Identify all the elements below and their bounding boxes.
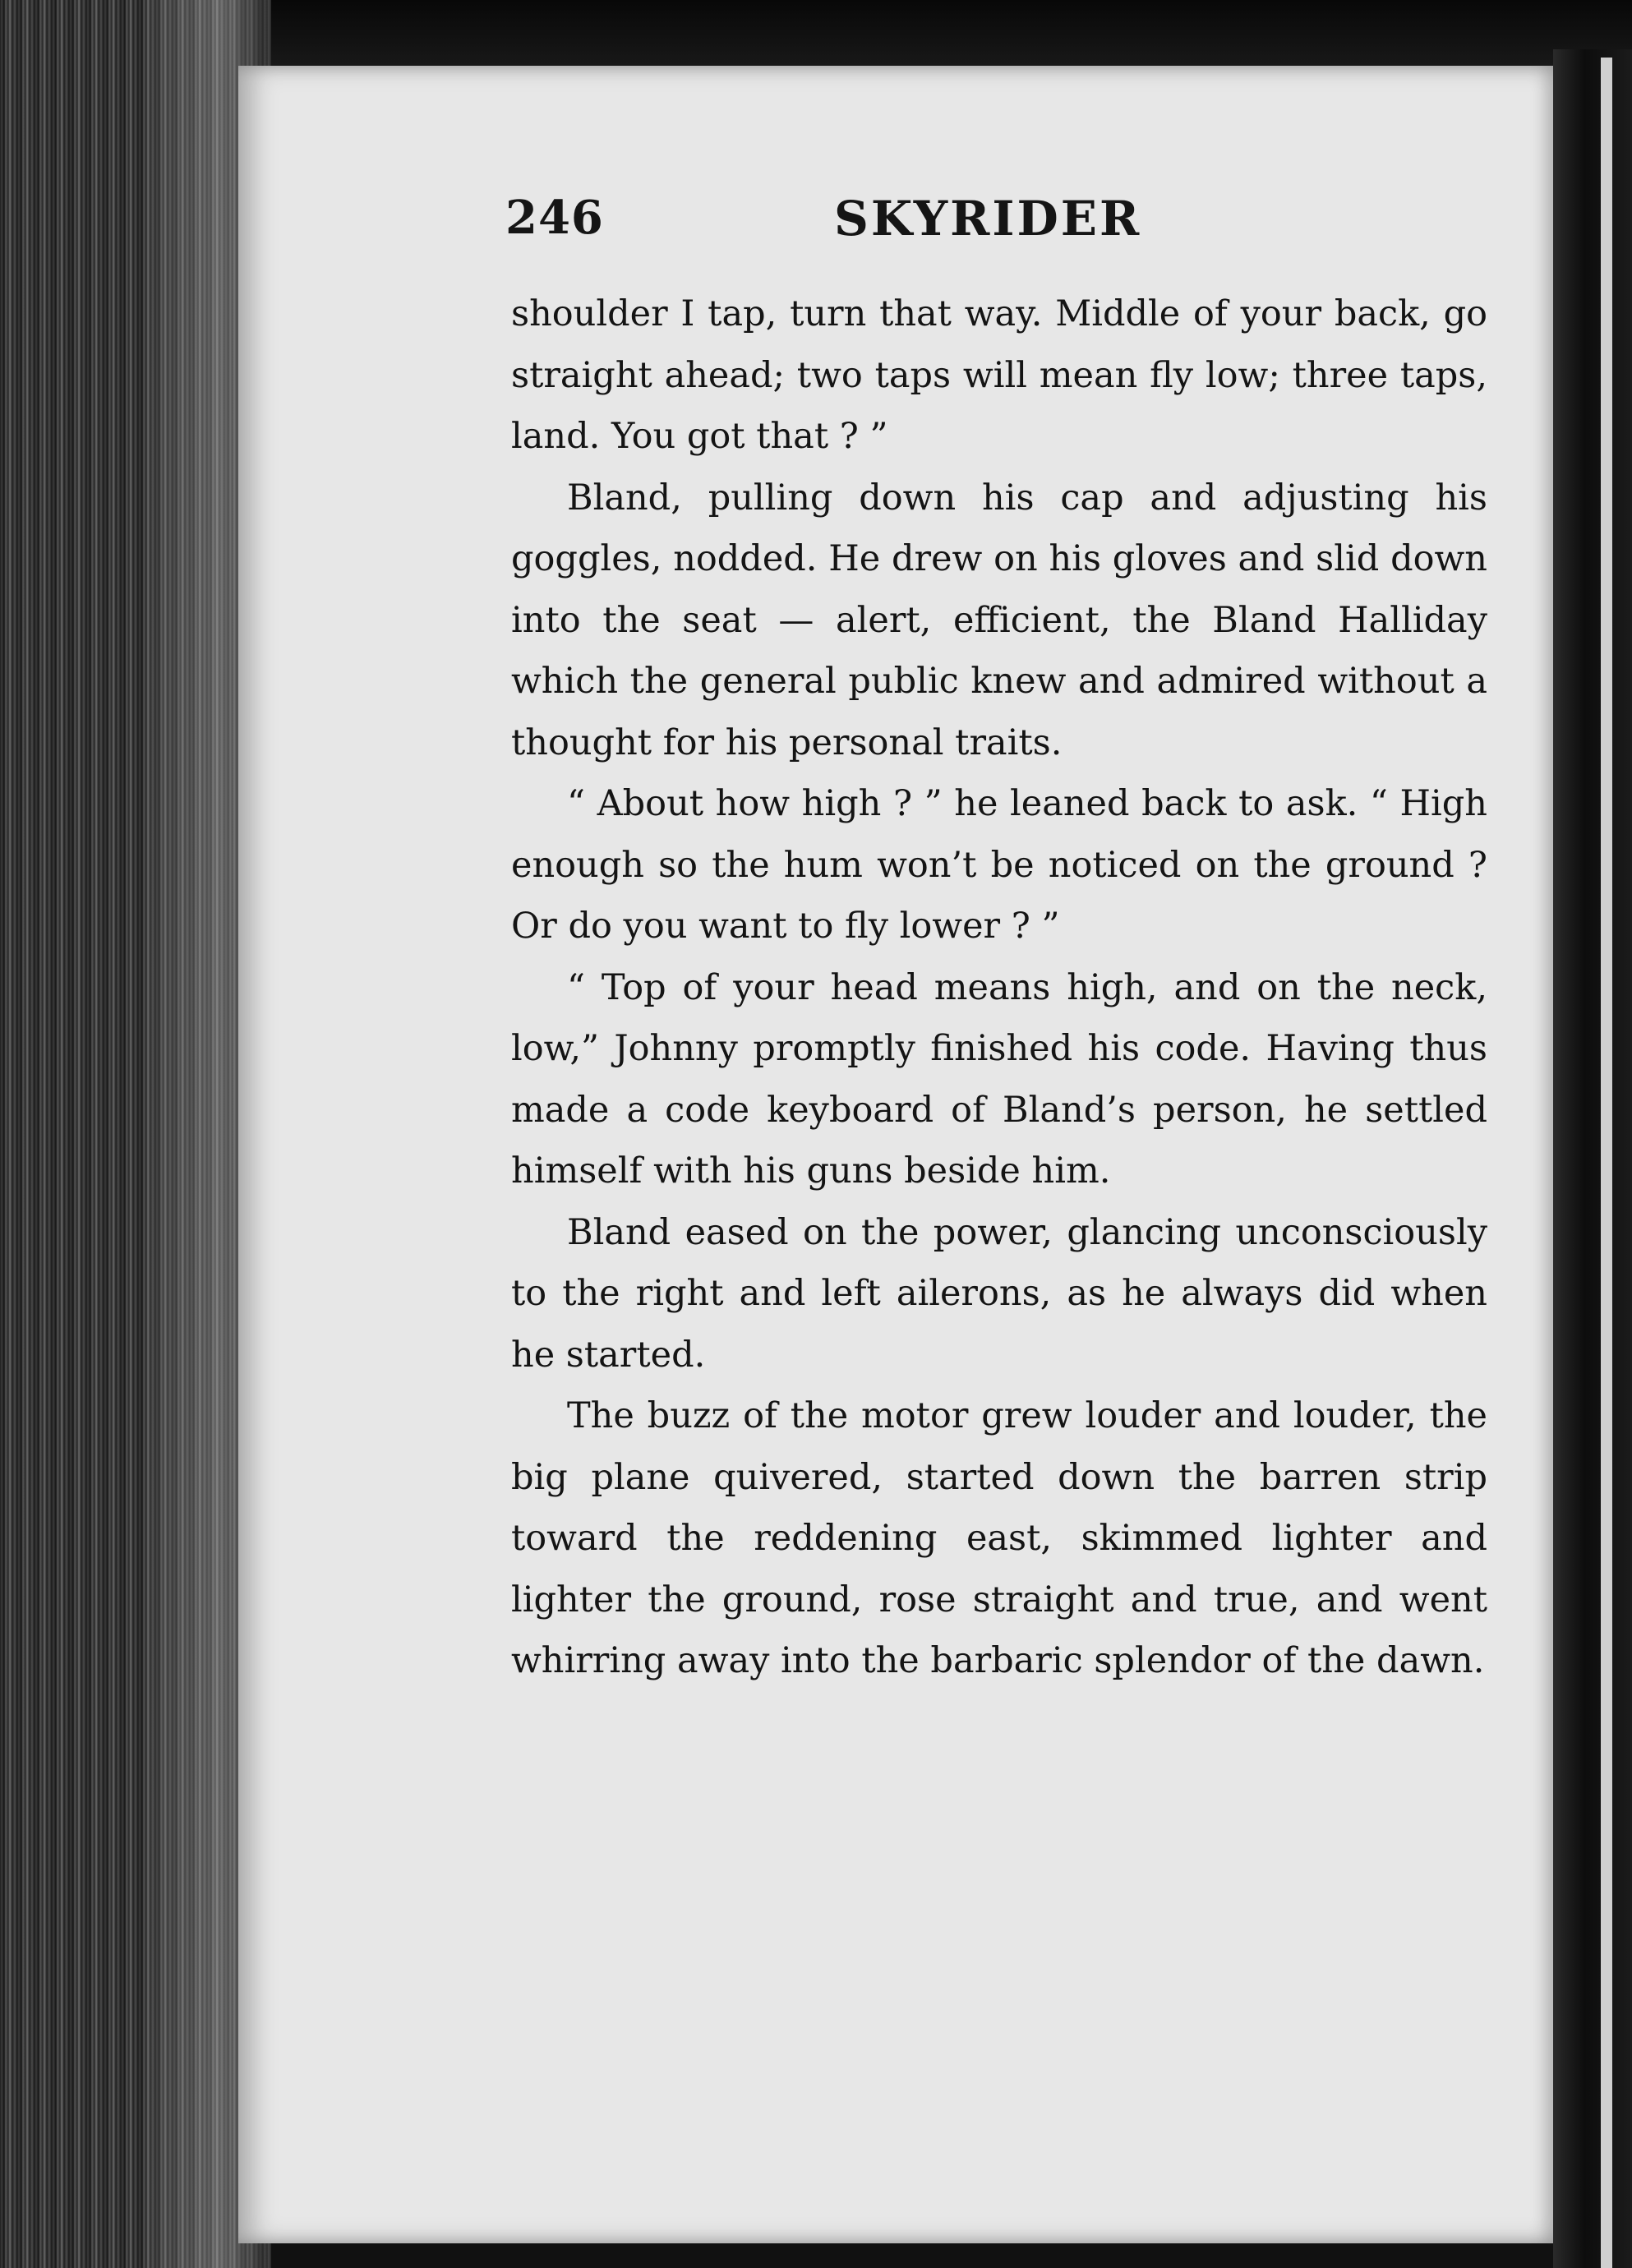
paragraph-3: “ About how high ? ” he leaned back to ask. “ High enough so the hum won’t be noticed on the ground ? Or do you want to fly lower ? ” xyxy=(511,783,1487,947)
paragraph-1: shoulder I tap, turn that way. Middle of your back, go straight ahead; two taps will mean fly low; three taps, land. You got that ? ” xyxy=(511,293,1487,457)
page-number: 246 xyxy=(505,191,604,245)
paragraph-6: The buzz of the motor grew louder and louder, the big plane quivered, started down the barren strip toward the reddening east, skimmed lighter and lighter the ground, rose straight and true, and went whirring away into the barbaric splendor of the dawn. xyxy=(511,1395,1487,1681)
paragraph-4: “ Top of your head means high, and on the neck, low,” Johnny promptly finished his code. Having thus made a code keyboard of Bland’s person, he settled himself with his guns beside him. xyxy=(511,966,1487,1192)
book-edge-right xyxy=(1553,49,1632,2268)
next-page-edge xyxy=(1601,58,1612,2268)
paragraph-2: Bland, pulling down his cap and adjusting his goggles, nodded. He drew on his gloves and slid down into the seat — alert, efficient, the Bland Halliday which the general public knew and admired without a thought for his personal traits. xyxy=(511,477,1487,763)
paragraph-5: Bland eased on the power, glancing unconsciously to the right and left ailerons, as he always did when he started. xyxy=(511,1211,1487,1376)
page-header xyxy=(505,191,1491,256)
body-text xyxy=(511,284,1487,1692)
running-title: SKYRIDER xyxy=(834,191,1142,247)
